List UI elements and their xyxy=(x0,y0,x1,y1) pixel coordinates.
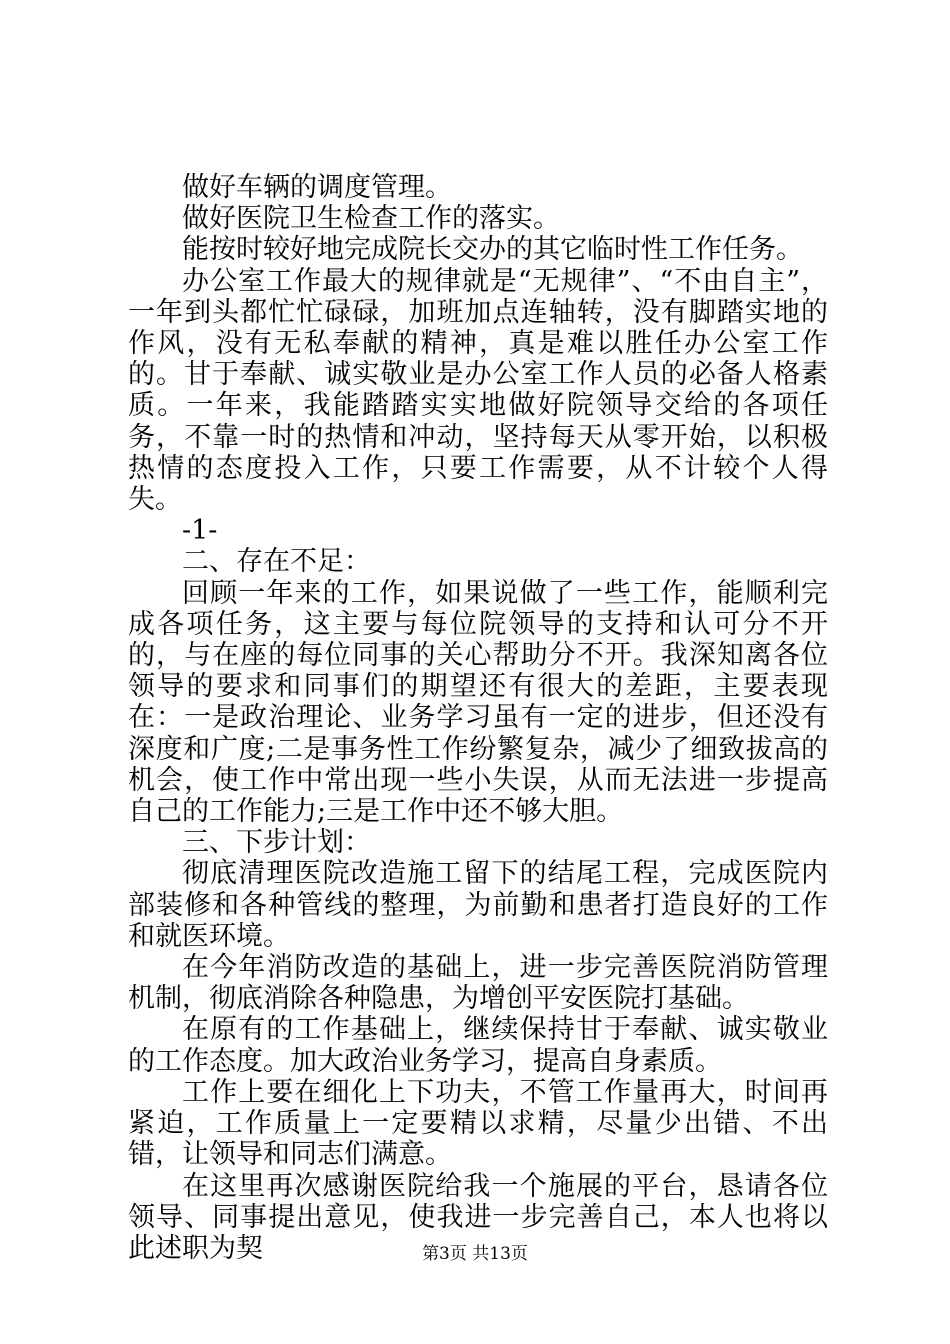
paragraph-renovation-cleanup: 彻底清理医院改造施工留下的结尾工程，完成医院内部装修和各种管线的整理，为前勤和患者打造良好的工作和就医环境。 xyxy=(128,858,828,952)
paragraph-office-work-rules: 办公室工作最大的规律就是“无规律”、“不由自主”，一年到头都忙忙碌碌，加班加点连轴转，没有脚踏实地的作风，没有无私奉献的精神，真是难以胜任办公室工作的。甘于奉献、诚实敬业是办公室工作人员的必备人格素质。一年来，我能踏踏实实地做好院领导交给的各项任务，不靠一时的热情和冲动，坚持每天从零开始，以积极热情的态度投入工作，只要工作需要，从不计较个人得失。 xyxy=(128,265,828,516)
heading-next-plan: 三、下步计划： xyxy=(182,827,371,859)
paragraph-hygiene-inspection: 做好医院卫生检查工作的落实。 xyxy=(182,203,560,235)
inline-page-number: -1- xyxy=(182,515,218,547)
paragraph-vehicle-dispatch: 做好车辆的调度管理。 xyxy=(182,172,452,203)
paragraph-review: 回顾一年来的工作，如果说做了一些工作，能顺利完成各项任务，这主要与每位院领导的支持和认可分不开的，与在座的每位同事的关心帮助分不开。我深知离各位领导的要求和同事们的期望还有很大的差距，主要表现在：一是政治理论、业务学习虽有一定的进步，但还没有深度和广度;二是事务性工作纷繁复杂，减少了细致拔高的机会，使工作中常出现一些小失误，从而无法进一步提高自己的工作能力;三是工作中还不够大胆。 xyxy=(128,577,828,828)
paragraph-work-quality: 工作上要在细化上下功夫，不管工作量再大，时间再紧迫，工作质量上一定要精以求精，尽量少出错、不出错，让领导和同志们满意。 xyxy=(128,1076,828,1171)
heading-shortcomings: 二、存在不足： xyxy=(182,546,371,578)
paragraph-thanks: 在这里再次感谢医院给我一个施展的平台，恳请各位领导、同事提出意见，使我进一步完善自己，本人也将以此述职为契 xyxy=(128,1170,828,1264)
page-indicator: 第3页 共13页 xyxy=(422,1244,528,1264)
paragraph-temporary-tasks: 能按时较好地完成院长交办的其它临时性工作任务。 xyxy=(182,234,803,266)
paragraph-fire-safety: 在今年消防改造的基础上，进一步完善医院消防管理机制，彻底消除各种隐患，为增创平安医院打基础。 xyxy=(128,952,828,1015)
document-body xyxy=(128,172,828,1264)
page-footer xyxy=(0,1243,950,1265)
paragraph-work-attitude: 在原有的工作基础上，继续保持甘于奉献、诚实敬业的工作态度。加大政治业务学习，提高自身素质。 xyxy=(128,1014,828,1077)
